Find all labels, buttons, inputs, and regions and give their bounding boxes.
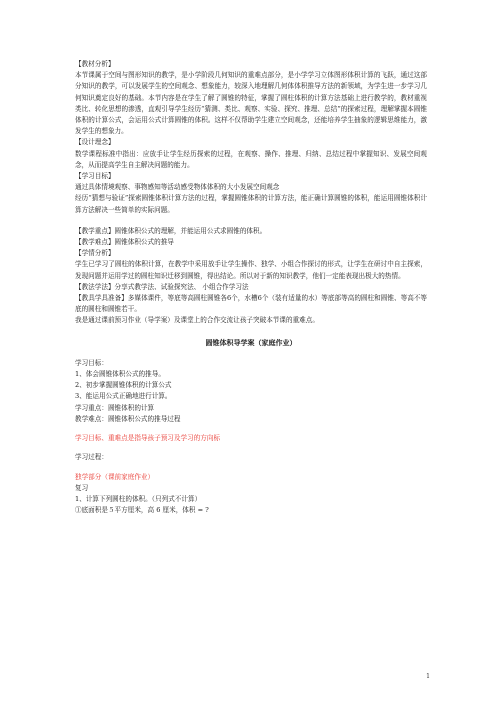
guide-goal-item: 1、体会圆锥体积公式的推导。 <box>75 370 165 379</box>
guide-title: 圆锥体积导学案（家庭作业） <box>205 337 297 347</box>
section-heading-learning-goals: 【学习目标】 <box>75 172 115 181</box>
guide-self-study-heading: 独学部分（课前家庭作业） <box>75 472 155 481</box>
paragraph-learning-goal-1: 通过具体情境观察、事物感知等活动感受物体体积的大小发展空间观念 <box>75 183 280 192</box>
guide-key-point: 学习重点：圆锥体积的计算 <box>75 403 155 412</box>
teaching-difficulty: 【教学难点】圆锥体积公式的推导 <box>75 238 174 247</box>
section-heading-textbook-analysis: 【教材分析】 <box>75 60 115 68</box>
spacer <box>75 444 427 452</box>
teaching-key-points: 【教学重点】圆锥体积公式的理解，并能运用公式求圆锥的体积。 <box>75 226 267 235</box>
section-heading-design-concept: 【设计理念】 <box>75 138 115 147</box>
guide-exercise: 1、计算下列圆柱的体积。（只列式不计算） <box>75 494 202 503</box>
guide-process-heading: 学习过程： <box>75 453 108 462</box>
page-number: 1 <box>426 673 430 680</box>
spacer <box>75 464 427 472</box>
spacer <box>75 348 427 358</box>
teaching-methods: 【教法学法】分享式教学法、试验探究法、 小组合作学习法 <box>75 282 249 291</box>
paragraph-textbook-analysis: 本节课属于空间与图形知识的教学，是小学阶段几何知识的重难点部分，是小学学习立体图形体积计算的飞跃，通过这部分知识的教学，可以发展学生的空间观念、想象能力，较深入地理解几何体体积推导方法的新领域，为学生进一步学习几何知识奠定良好的基础。本节内容是在学生了解了圆锥的特征，掌握了圆柱体积的计算方法基础上进行教学的，教材重视类比、转化思想的渗透，直观引导学生经历“猜测、类比、观察、实验、探究、推理、总结”的探索过程，理解掌握本圆锥体积的计算公式，会运用公式计算圆锥的体积。这样不仅帮助学生建立空间观念，还能培养学生抽象的逻辑思维能力，激发学生的想象力。 <box>75 71 427 136</box>
guide-goals-heading: 学习目标： <box>75 358 108 367</box>
guide-difficulty: 教学难点：圆锥体积公式的推导过程 <box>75 414 181 423</box>
teaching-note: 我是通过课前预习作业（导学案）及课堂上的合作交流让孩子突破本节课的重难点。 <box>75 316 319 325</box>
guide-goal-item: 3、能运用公式正确地进行计算。 <box>75 392 172 401</box>
paragraph-student-analysis: 学生已学习了圆柱的体积计算，在教学中采用放手让学生操作、独学、小组合作探讨的形式，让学生在研讨中自主探索，发现问题并运用学过的圆柱知识迁移到圆锥，得出结论。所以对于新的知识教学，他们一定能表现出极大的热情。 <box>75 260 427 280</box>
paragraph-learning-goal-2: 经历“猜想与验证”探索圆锥体积计算方法的过程，掌握圆锥体积的计算方法，能正确计算圆锥的体积，能运用圆锥体积计算方法解决一些简单的实际问题。 <box>75 194 427 214</box>
teaching-aids-preparation: 【教具学具准备】多媒体课件，等底等高圆柱圆锥各6个，水槽6个（装有适量的水）等底部等高的圆柱和圆锥、等高不等底的圆柱和圆锥若干。 <box>75 294 427 314</box>
spacer <box>75 327 427 337</box>
spacer <box>75 216 427 226</box>
guide-review: 复习 <box>75 483 89 492</box>
guide-red-note: 学习目标、重难点是指导孩子预习及学习的方向标 <box>75 434 221 443</box>
document-content <box>75 59 427 516</box>
spacer <box>75 425 427 433</box>
paragraph-design-concept: 数学课程标准中指出：应放手让学生经历探索的过程，在观察、操作、推理、归纳、总结过程中掌握知识、发展空间观念，从而提高学生自主解决问题的能力。 <box>75 149 427 169</box>
section-heading-student-analysis: 【学情分析】 <box>75 249 115 258</box>
guide-goal-item: 2、初步掌握圆锥体积的计算公式 <box>75 381 172 390</box>
guide-question: ①底面积是５平方厘米，高 6 厘米，体积 = ? <box>75 506 209 515</box>
